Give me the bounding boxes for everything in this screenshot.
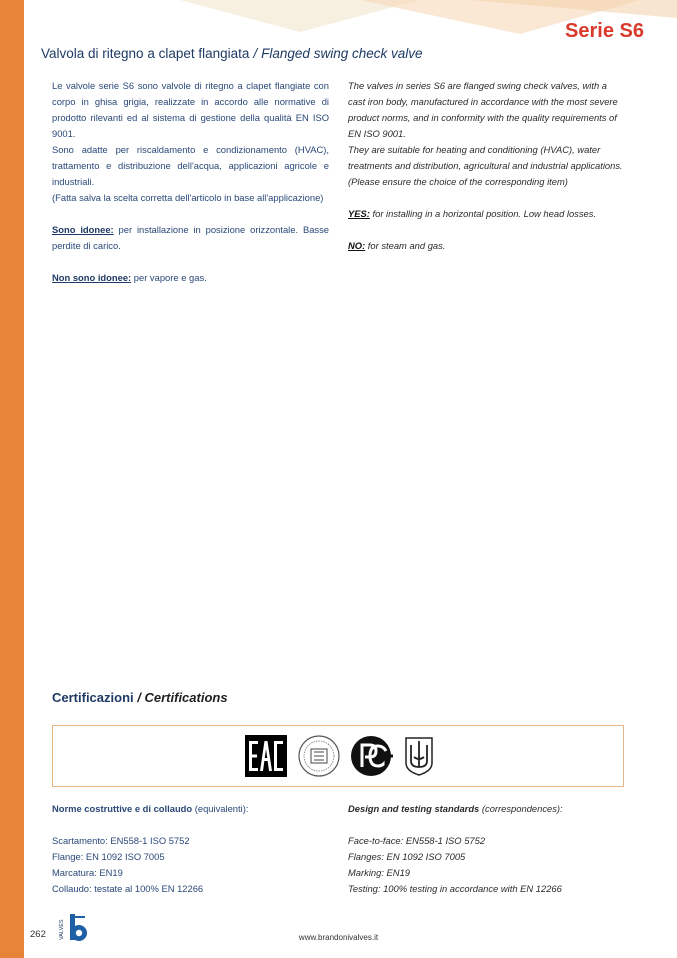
desc-it-yes bbox=[52, 222, 329, 254]
eac-mark-icon bbox=[245, 735, 287, 777]
desc-en-p1: The valves in series S6 are flanged swing check valves, with a cast iron body, manufactured in accordance with the most severe product norms, and in conformity with the quality requirements of EN ISO 9001. bbox=[348, 80, 618, 139]
std-en-heading-rest: (correspondences): bbox=[479, 803, 563, 814]
ukraine-trident-icon bbox=[403, 735, 435, 777]
std-it-line: Flange: EN 1092 ISO 7005 bbox=[52, 851, 165, 862]
description-english bbox=[348, 78, 626, 254]
std-it-line: Scartamento: EN558-1 ISO 5752 bbox=[52, 835, 190, 846]
pct-mark-icon bbox=[350, 735, 394, 777]
certification-logos-box bbox=[52, 725, 624, 787]
desc-en-yes-label: YES: bbox=[348, 208, 370, 219]
description-italian bbox=[52, 78, 329, 286]
desc-en-yes-text: for installing in a horizontal position. Low head losses. bbox=[369, 208, 597, 219]
desc-it-p2: Sono adatte per riscaldamento e condizionamento (HVAC), trattamento e distribuzione dell'acqua, applicazioni agricole e industriali. bbox=[52, 144, 329, 187]
desc-en-no bbox=[348, 238, 626, 254]
desc-it-yes-text: per installazione in posizione orizzontale. Basse perdite di carico. bbox=[52, 224, 329, 251]
page-number: 262 bbox=[30, 929, 46, 940]
page-subtitle bbox=[41, 46, 423, 61]
std-it-heading-rest: (equivalenti): bbox=[192, 803, 249, 814]
desc-it-no bbox=[52, 270, 329, 286]
std-en-line: Face-to-face: EN558-1 ISO 5752 bbox=[348, 835, 486, 846]
certifications-title bbox=[52, 690, 228, 705]
subtitle-separator: / bbox=[253, 46, 258, 61]
std-it-line: Marcatura: EN19 bbox=[52, 867, 123, 878]
std-it-line: Collaudo: testate al 100% EN 12266 bbox=[52, 883, 204, 894]
side-stripe bbox=[0, 0, 24, 958]
desc-en-no-text: for steam and gas. bbox=[365, 240, 446, 251]
footer-url[interactable]: www.brandonivalves.it bbox=[298, 933, 379, 942]
std-en-line: Marking: EN19 bbox=[348, 867, 411, 878]
brand-logo-text: VALVES bbox=[59, 919, 65, 940]
std-it-heading bbox=[52, 801, 332, 817]
desc-it-p3: (Fatta salva la scelta corretta dell'articolo in base all'applicazione) bbox=[52, 192, 324, 203]
desc-it-p1: Le valvole serie S6 sono valvole di ritegno a clapet flangiate con corpo in ghisa grigia, realizzate in accordo alle normative di prodotto rilevanti ed al sistema di gestione della qualità EN ISO 9001. bbox=[52, 80, 329, 139]
cert-title-en: Certifications bbox=[144, 690, 228, 705]
std-en-heading-bold: Design and testing standards bbox=[348, 803, 480, 814]
desc-it-no-text: per vapore e gas. bbox=[131, 272, 207, 283]
desc-en-no-label: NO: bbox=[348, 240, 366, 251]
pzh-seal-icon bbox=[298, 735, 340, 777]
std-en-heading bbox=[348, 801, 628, 817]
desc-en-yes bbox=[348, 206, 626, 222]
subtitle-it: Valvola di ritegno a clapet flangiata bbox=[41, 46, 250, 61]
std-en-line: Testing: 100% testing in accordance with EN 12266 bbox=[348, 883, 562, 894]
series-title: Serie S6 bbox=[565, 20, 644, 42]
subtitle-en: Flanged swing check valve bbox=[261, 46, 423, 61]
std-it-heading-bold: Norme costruttive e di collaudo bbox=[52, 803, 193, 814]
cert-title-it: Certificazioni bbox=[52, 690, 134, 705]
standards-english bbox=[348, 801, 628, 897]
desc-it-yes-label: Sono idonee: bbox=[52, 224, 114, 235]
standards-italian bbox=[52, 801, 332, 897]
std-en-line: Flanges: EN 1092 ISO 7005 bbox=[348, 851, 466, 862]
cert-title-separator: / bbox=[137, 690, 141, 705]
desc-en-p3: (Please ensure the choice of the corresponding item) bbox=[348, 176, 568, 187]
desc-en-p2: They are suitable for heating and conditioning (HVAC), water treatments and distribution, agricultural and industrial applications. bbox=[348, 144, 623, 171]
desc-it-no-label: Non sono idonee: bbox=[52, 272, 132, 283]
